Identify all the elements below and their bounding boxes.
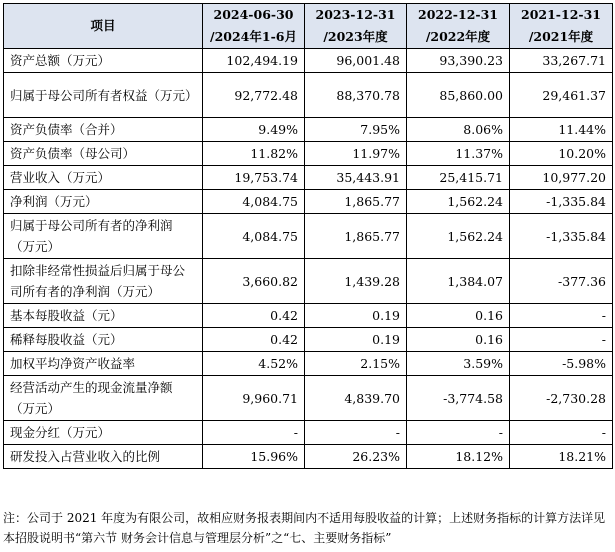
value-cell: 9.49%	[203, 118, 305, 142]
row-label: 基本每股收益（元）	[4, 304, 203, 328]
value-cell: 4,839.70	[305, 376, 407, 421]
table-header-row	[4, 4, 613, 49]
value-cell: 1,865.77	[305, 214, 407, 259]
table-row	[4, 304, 613, 328]
row-label: 资产负债率（母公司）	[4, 142, 203, 166]
value-cell: 96,001.48	[305, 49, 407, 73]
row-label: 资产总额（万元）	[4, 49, 203, 73]
value-cell: 18.21%	[510, 445, 613, 469]
table-row	[4, 421, 613, 445]
value-cell: -5.98%	[510, 352, 613, 376]
value-cell: 0.42	[203, 304, 305, 328]
value-cell: -	[407, 421, 510, 445]
value-cell: 10.20%	[510, 142, 613, 166]
value-cell: 11.37%	[407, 142, 510, 166]
value-cell: -377.36	[510, 259, 613, 304]
value-cell: -1,335.84	[510, 190, 613, 214]
row-label: 营业收入（万元）	[4, 166, 203, 190]
value-cell: -1,335.84	[510, 214, 613, 259]
row-label: 稀释每股收益（元）	[4, 328, 203, 352]
value-cell: 18.12%	[407, 445, 510, 469]
header-period-1: 2024-06-30 /2024年1-6月	[203, 4, 305, 49]
value-cell: 33,267.71	[510, 49, 613, 73]
footnote: 注：公司于 2021 年度为有限公司，故相应财务报表期间内不适用每股收益的计算；上述财务指标的计算方法详见本招股说明书“第六节 财务会计信息与管理层分析”之“七、主要财务指标”	[3, 511, 606, 545]
value-cell: 1,562.24	[407, 190, 510, 214]
value-cell: -	[305, 421, 407, 445]
value-cell: -	[510, 304, 613, 328]
table-body	[4, 49, 613, 469]
row-label: 经营活动产生的现金流量净额（万元）	[4, 376, 203, 421]
value-cell: 1,384.07	[407, 259, 510, 304]
value-cell: 4.52%	[203, 352, 305, 376]
value-cell: 11.97%	[305, 142, 407, 166]
value-cell: 0.16	[407, 304, 510, 328]
value-cell: 4,084.75	[203, 190, 305, 214]
table-row	[4, 49, 613, 73]
value-cell: 9,960.71	[203, 376, 305, 421]
value-cell: 92,772.48	[203, 73, 305, 118]
value-cell: -	[510, 421, 613, 445]
financial-indicators-table	[3, 3, 613, 469]
value-cell: 25,415.71	[407, 166, 510, 190]
value-cell: 1,865.77	[305, 190, 407, 214]
value-cell: 7.95%	[305, 118, 407, 142]
header-item-label: 项目	[4, 4, 203, 49]
table-row	[4, 376, 613, 421]
value-cell: 35,443.91	[305, 166, 407, 190]
value-cell: 26.23%	[305, 445, 407, 469]
value-cell: 0.16	[407, 328, 510, 352]
table-row	[4, 73, 613, 118]
table-row	[4, 214, 613, 259]
value-cell: -	[203, 421, 305, 445]
value-cell: 15.96%	[203, 445, 305, 469]
value-cell: -2,730.28	[510, 376, 613, 421]
value-cell: 10,977.20	[510, 166, 613, 190]
value-cell: 19,753.74	[203, 166, 305, 190]
value-cell: 11.44%	[510, 118, 613, 142]
table-row	[4, 445, 613, 469]
row-label: 资产负债率（合并）	[4, 118, 203, 142]
table-row	[4, 190, 613, 214]
row-label: 归属于母公司所有者的净利润（万元）	[4, 214, 203, 259]
row-label: 研发投入占营业收入的比例	[4, 445, 203, 469]
value-cell: 3,660.82	[203, 259, 305, 304]
table-row	[4, 259, 613, 304]
row-label: 加权平均净资产收益率	[4, 352, 203, 376]
row-label: 扣除非经常性损益后归属于母公司所有者的净利润（万元）	[4, 259, 203, 304]
value-cell: -3,774.58	[407, 376, 510, 421]
row-label: 现金分红（万元）	[4, 421, 203, 445]
table-row	[4, 352, 613, 376]
value-cell: 1,562.24	[407, 214, 510, 259]
header-period-3: 2022-12-31 /2022年度	[407, 4, 510, 49]
value-cell: 4,084.75	[203, 214, 305, 259]
table-row	[4, 142, 613, 166]
row-label: 归属于母公司所有者权益（万元）	[4, 73, 203, 118]
value-cell: 88,370.78	[305, 73, 407, 118]
value-cell: 29,461.37	[510, 73, 613, 118]
value-cell: -	[510, 328, 613, 352]
table-row	[4, 166, 613, 190]
value-cell: 85,860.00	[407, 73, 510, 118]
value-cell: 2.15%	[305, 352, 407, 376]
value-cell: 3.59%	[407, 352, 510, 376]
table-row	[4, 118, 613, 142]
value-cell: 1,439.28	[305, 259, 407, 304]
value-cell: 0.19	[305, 328, 407, 352]
value-cell: 93,390.23	[407, 49, 510, 73]
value-cell: 11.82%	[203, 142, 305, 166]
header-period-4: 2021-12-31 /2021年度	[510, 4, 613, 49]
row-label: 净利润（万元）	[4, 190, 203, 214]
header-period-2: 2023-12-31 /2023年度	[305, 4, 407, 49]
value-cell: 0.42	[203, 328, 305, 352]
value-cell: 8.06%	[407, 118, 510, 142]
table-row	[4, 328, 613, 352]
value-cell: 0.19	[305, 304, 407, 328]
value-cell: 102,494.19	[203, 49, 305, 73]
